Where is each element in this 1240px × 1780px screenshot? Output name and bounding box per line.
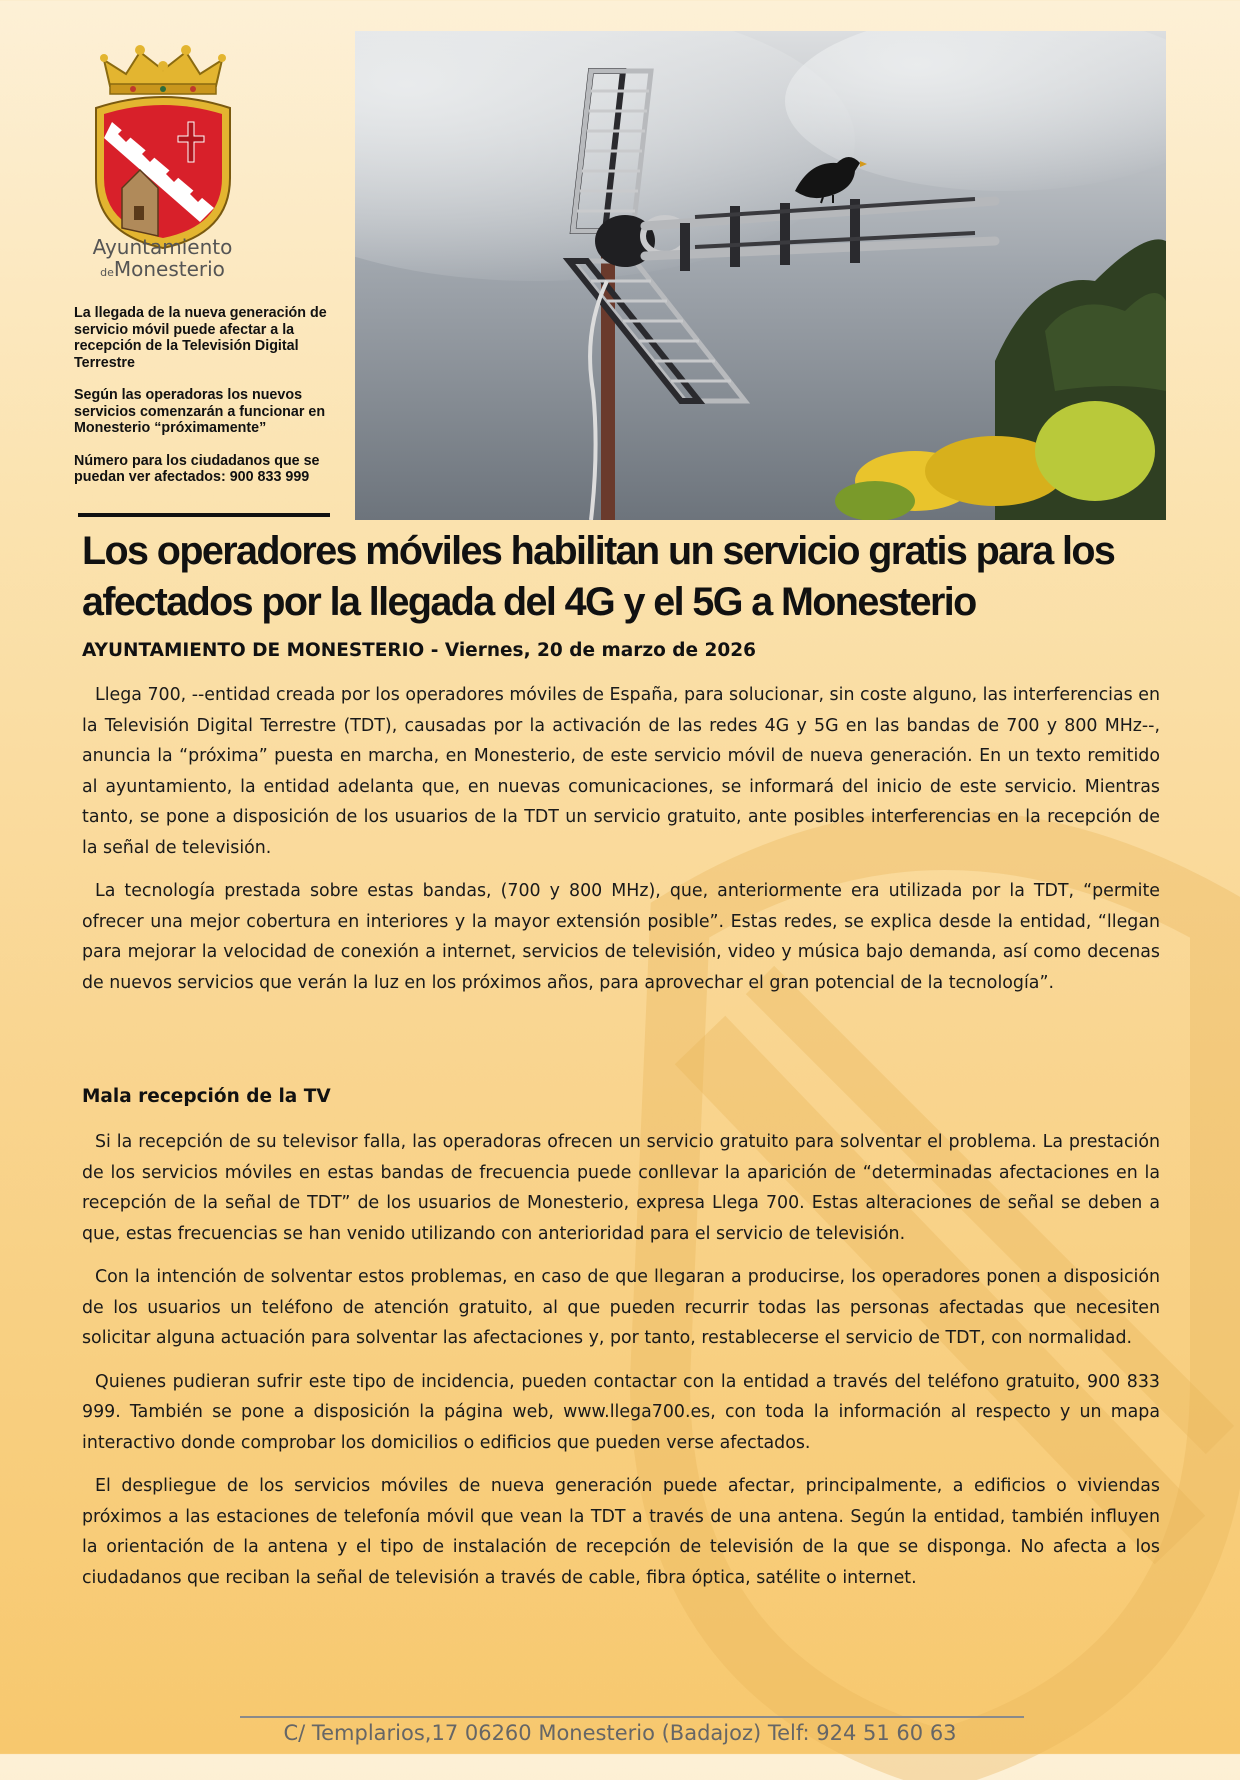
side-note-2: Según las operadoras los nuevos servicios comenzarán a funcionar en Monesterio “próximamente” (74, 387, 326, 436)
crest-name-prefix: Ayuntamiento (92, 235, 233, 259)
headline: Los operadores móviles habilitan un servicio gratis para los afectados por la llegada del 4G y el 5G a Monesterio (82, 529, 1115, 624)
crest-name-town: Monesterio (113, 257, 225, 281)
crown-icon (100, 45, 226, 94)
paragraph: Llega 700, --entidad creada por los operadores móviles de España, para solucionar, sin coste alguno, las interferencias en la Televisión Digital Terrestre (TDT), causadas por la activación de las redes 4G y 5G en las bandas de 700 y 800 MHz--, anuncia la “próxima” puesta en marcha, en Monesterio, de este servicio móvil de nueva generación. En un texto remitido al ayuntamiento, la entidad adelanta que, en nuevas comunicaciones, se informará del inicio de este servicio. Mientras tanto, se pone a disposición de los usuarios de la TDT un servicio gratuito, ante posibles interferencias en la recepción de la señal de televisión. (82, 685, 1160, 858)
paragraph: La tecnología prestada sobre estas bandas, (700 y 800 MHz), que, anteriormente era utilizada por la TDT, “permite ofrecer una mejor cobertura en interiores y la mayor extensión posible”. Estas redes, se explica desde la entidad, “llegan para mejorar la velocidad de conexión a internet, servicios de televisión, video y música bajo demanda, así como decenas de nuevos servicios que verán la luz en los próximos años, para aprovechar el gran potencial de la tecnología”. (82, 881, 1160, 993)
crest-name-de: de (100, 266, 114, 279)
side-notes (74, 305, 336, 502)
crest-name (70, 236, 255, 280)
article-section (82, 1127, 1160, 1606)
article-intro (82, 680, 1160, 1011)
shield-icon (96, 97, 230, 248)
section-heading: Mala recepción de la TV (82, 1086, 331, 1107)
side-divider (78, 513, 330, 517)
paragraph: Quienes pudieran sufrir este tipo de incidencia, pueden contactar con la entidad a través del teléfono gratuito, 900 833 999. También se pone a disposición la página web, www.llega700.es, con toda la información al respecto y un mapa interactivo donde comprobar los domicilios o edificios que pueden verse afectados. (82, 1371, 1160, 1453)
paragraph: Con la intención de solventar estos problemas, en caso de que llegaran a producirse, los operadores ponen a disposición de los usuarios un teléfono de atención gratuito, al que pueden recurrir todas las personas afectadas que necesiten solicitar alguna actuación para solventar las afectaciones y, por tanto, restablecerse el servicio de TDT, con normalidad. (82, 1267, 1160, 1348)
footer-address: C/ Templarios,17 06260 Monesterio (Badajoz) Telf: 924 51 60 63 (283, 1721, 957, 1745)
side-note-1: La llegada de la nueva generación de servicio móvil puede afectar a la recepción de la Televisión Digital Terrestre (74, 305, 327, 371)
paragraph: Si la recepción de su televisor falla, las operadoras ofrecen un servicio gratuito para solventar el problema. La prestación de los servicios móviles en estas bandas de frecuencia puede conllevar la aparición de “determinadas afectaciones en la recepción de la señal de TDT” de los usuarios de Monesterio, expresa Llega 700. Estas alteraciones de señal se deben a que, estas frecuencias se han venido utilizando con anterioridad para el servicio de televisión. (82, 1132, 1160, 1244)
antenna-photo (355, 31, 1166, 520)
side-note-3: Número para los ciudadanos que se puedan ver afectados: 900 833 999 (74, 452, 320, 485)
footer-divider (240, 1716, 1024, 1718)
paragraph: El despliegue de los servicios móviles de nueva generación puede afectar, principalmente, a edificios o viviendas próximos a las estaciones de telefonía móvil que vean la TDT a través de una antena. Según la entidad, también influyen la orientación de la antena y el tipo de instalación de recepción de televisión de la que se disponga. No afecta a los ciudadanos que reciban la señal de televisión a través de cable, fibra óptica, satélite o internet. (82, 1476, 1160, 1588)
byline: AYUNTAMIENTO DE MONESTERIO - Viernes, 20 de marzo de 2026 (82, 640, 756, 661)
